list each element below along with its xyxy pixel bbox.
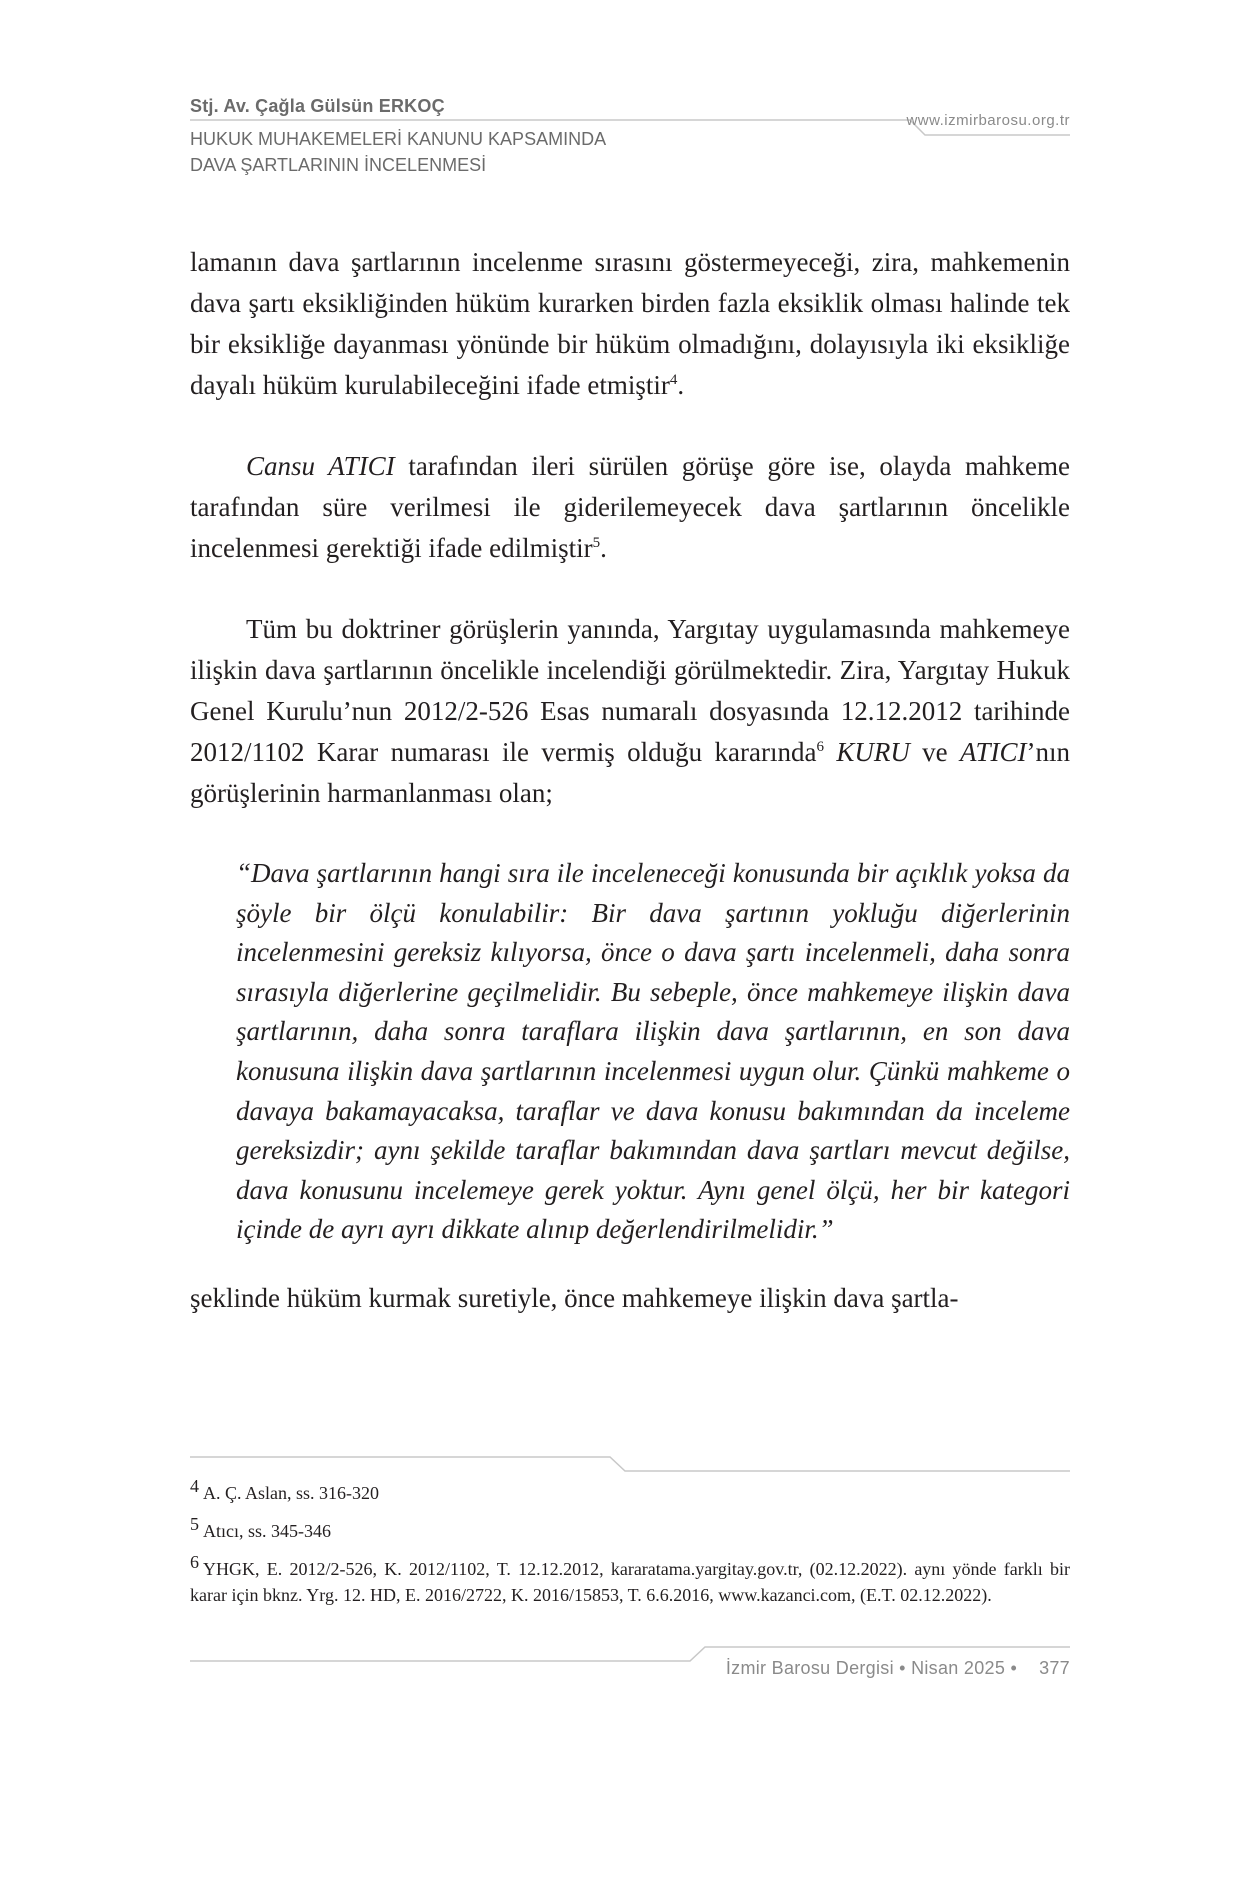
page-footer <box>726 1658 1070 1679</box>
paragraph-3-text-b: ’nın görüşlerinin harmanlanması olan; <box>190 737 1071 808</box>
paragraph-3-text-a: Tüm bu doktriner görüşlerin yanında, Yargıtay uygulamasında mahkemeye ilişkin dava şartlarının öncelikle incelendiği görülmektedir. Zira, Yargıtay Hukuk Genel Kurulu’nun 2012/2-526 Esas numaralı dosyasında 12.12.2012 tarihinde 2012/1102 Karar numarası ile vermiş olduğu kararında <box>190 614 1070 767</box>
paragraph-1-end: . <box>677 370 685 400</box>
cited-atici: ATICI <box>960 737 1027 767</box>
block-quote: “Dava şartlarının hangi sıra ile inceleneceği konusunda bir açıklık yoksa da şöyle bir ölçü konulabilir: Bir dava şartının yokluğu diğerlerinin incelenmesini gereksiz kılıyorsa, önce o dava şartı incelenmeli, daha sonra sırasıyla diğerlerine geçilmelidir. Bu sebeple, önce mahkemeye ilişkin dava şartlarının, daha sonra taraflara ilişkin dava şartlarının, en son dava konusuna ilişkin dava şartlarının incelenmesi uygun olur. Çünkü mahkeme o davaya bakamayacaksa, taraflar ve dava konusu bakımından da inceleme gereksizdir; aynı şekilde taraflar bakımından dava şartları mevcut değilse, dava konusunu incelemeye gerek yoktur. Aynı genel ölçü, her bir kategori içinde de ayrı ayrı dikkate alınıp değerlendirilmelidir.” <box>236 858 1070 1245</box>
footnotes <box>190 1476 1070 1620</box>
footnote-ref-6[interactable]: 6 <box>816 739 824 755</box>
paragraph-2-end: . <box>600 533 607 563</box>
footnote-rule <box>190 1455 1070 1475</box>
closing-line: şeklinde hüküm kurmak suretiyle, önce mahkemeye ilişkin dava şartla- <box>190 1282 959 1313</box>
article-title-line-2: DAVA ŞARTLARININ İNCELENMESİ <box>190 155 487 175</box>
footnote-number: 6 <box>190 1552 199 1572</box>
cited-author: Cansu ATICI <box>246 451 395 481</box>
footnote-ref-4[interactable]: 4 <box>669 372 678 388</box>
footnote-text: A. Ç. Aslan, ss. 316-320 <box>203 1483 380 1503</box>
footnote-number: 5 <box>190 1514 199 1534</box>
paragraph-1 <box>190 242 1070 406</box>
website-link[interactable]: www.izmirbarosu.org.tr <box>906 112 1070 129</box>
footnote-6 <box>190 1552 1070 1608</box>
paragraph-2 <box>190 446 1070 569</box>
footnote-5 <box>190 1514 1070 1544</box>
journal-name: İzmir Barosu Dergisi • Nisan 2025 • <box>725 1658 1018 1678</box>
article-title <box>190 126 606 178</box>
footnote-ref-5[interactable]: 5 <box>592 535 601 551</box>
paragraph-1-text: lamanın dava şartlarının incelenme sırasını göstermeyeceği, zira, mahkemenin dava şartı eksikliğinden hüküm kurarken birden fazla eksiklik olması halinde tek bir eksikliğe dayanması yönünde bir hüküm olmadığını, dolayısıyla iki eksikliğe dayalı hüküm kurulabileceğini ifade etmiştir <box>190 247 1070 400</box>
cited-kuru: KURU <box>836 737 910 767</box>
page-number: 377 <box>1039 1658 1070 1678</box>
footnote-text: Atıcı, ss. 345-346 <box>203 1521 331 1541</box>
author-name: Stj. Av. Çağla Gülsün ERKOÇ <box>190 96 445 116</box>
footnote-text: YHGK, E. 2012/2-526, K. 2012/1102, T. 12.12.2012, kararatama.yargitay.gov.tr, (02.12.2022). aynı yönde farklı bir karar için bknz. Yrg. 12. HD, E. 2016/2722, K. 2016/15853, T. 6.6.2016, www.kazanci.com, (E.T. 02.12.2022). <box>190 1559 1070 1605</box>
footnote-4 <box>190 1476 1070 1506</box>
article-body <box>190 242 1070 1319</box>
article-title-line-1: HUKUK MUHAKEMELERİ KANUNU KAPSAMINDA <box>190 129 607 149</box>
paragraph-2-text: tarafından ileri sürülen görüşe göre ise, olayda mahkeme tarafından süre verilmesi ile giderilemeyecek dava şartlarının öncelikle incelenmesi gerektiği ifade edilmiştir <box>190 451 1070 563</box>
footnote-number: 4 <box>190 1476 199 1496</box>
paragraph-3-conj: ve <box>909 737 961 767</box>
paragraph-3 <box>190 609 1070 814</box>
page-header <box>190 96 1070 196</box>
